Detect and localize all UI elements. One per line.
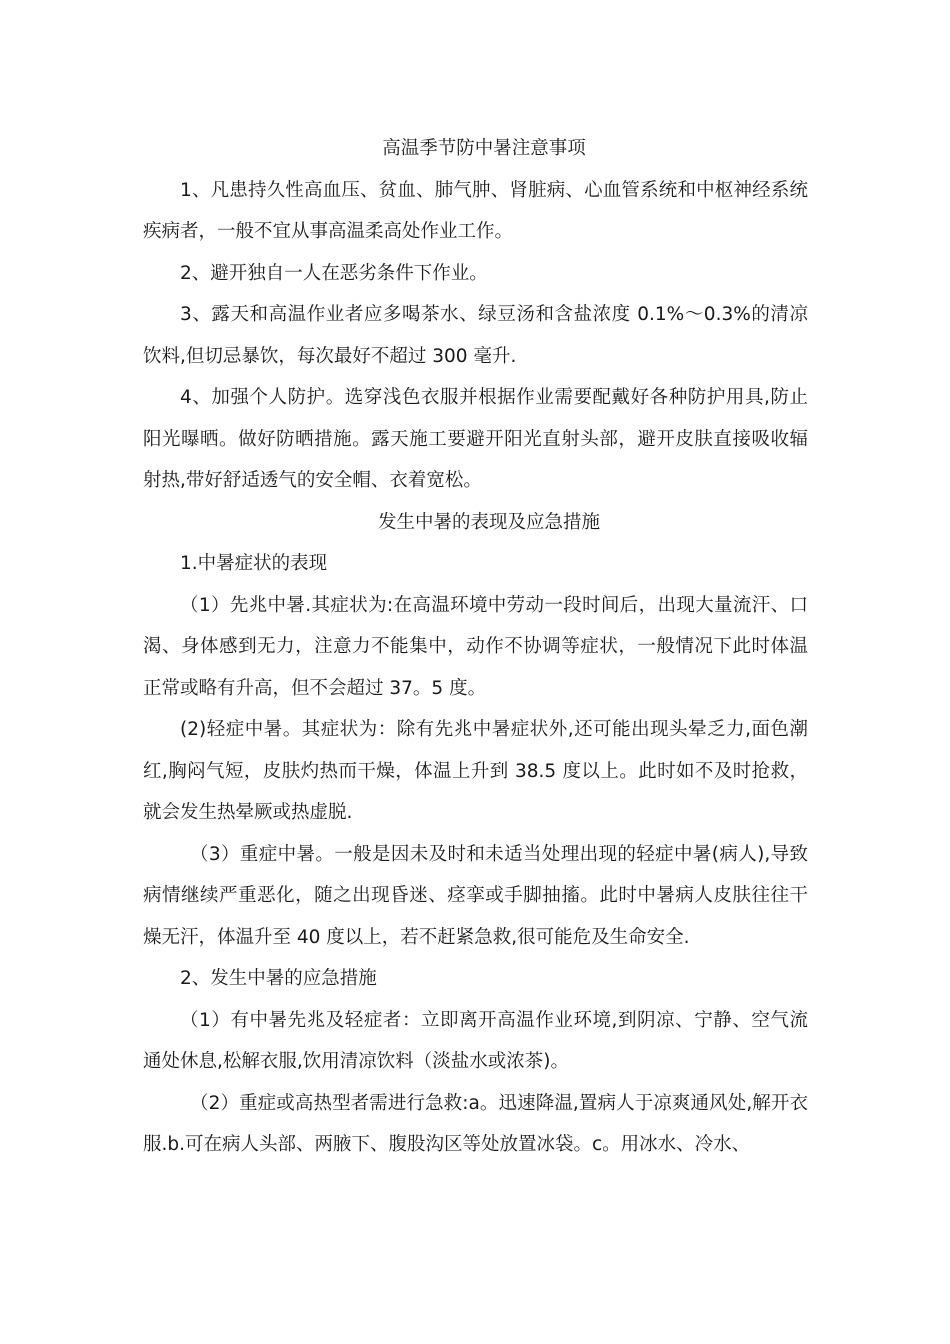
section-heading: 2、发生中暑的应急措施 <box>180 968 377 989</box>
paragraph: （1）有中暑先兆及轻症者：立即离开高温作业环境,到阴凉、宁静、空气流通处休息,松解衣服,饮用清凉饮料（淡盐水或浓茶)。 <box>143 1009 808 1072</box>
document-title: 高温季节防中暑注意事项 <box>382 138 586 159</box>
paragraph: 2、避开独自一人在恶劣条件下作业。 <box>180 262 488 284</box>
section-subtitle: 发生中暑的表现及应急措施 <box>377 511 600 533</box>
paragraph: （1）先兆中暑.其症状为:在高温环境中劳动一段时间后，出现大量流汗、口渴、身体感到无力，注意力不能集中，动作不协调等症状，一般情况下此时体温正常或略有升高，但不会超过 37。5 度。 <box>143 594 808 699</box>
paragraph: 1、凡患持久性高血压、贫血、肺气肿、肾脏病、心血管系统和中枢神经系统疾病者，一般不宜从事高温柔高处作业工作。 <box>143 179 808 242</box>
section-heading: 1.中暑症状的表现 <box>180 553 328 574</box>
paragraph: 3、露天和高温作业者应多喝茶水、绿豆汤和含盐浓度 0.1%～0.3%的清凉饮料,但切忌暴饮，每次最好不超过 300 毫升. <box>143 304 808 367</box>
paragraph: 4、加强个人防护。选穿浅色衣服并根据作业需要配戴好各种防护用具,防止阳光曝晒。做好防晒措施。露天施工要避开阳光直射头部，避开皮肤直接吸收辐射热,带好舒适透气的安全帽、衣着宽松。 <box>143 387 808 491</box>
paragraph: (2)轻症中暑。其症状为：除有先兆中暑症状外,还可能出现头晕乏力,面色潮红,胸闷气短，皮肤灼热而干燥，体温上升到 38.5 度以上。此时如不及时抢救，就会发生热晕厥或热虚脱. <box>143 719 808 823</box>
document-page <box>143 128 808 1166</box>
paragraph: （3）重症中暑。一般是因未及时和未适当处理出现的轻症中暑(病人),导致病情继续严重恶化，随之出现昏迷、痉挛或手脚抽搐。此时中暑病人皮肤往往干燥无汗，体温升至 40 度以上，若不赶紧急救,很可能危及生命安全. <box>143 843 808 948</box>
paragraph: （2）重症或高热型者需进行急救:a。迅速降温,置病人于凉爽通风处,解开衣服.b.可在病人头部、两腋下、腹股沟区等处放置冰袋。c。用冰水、冷水、 <box>143 1092 808 1155</box>
